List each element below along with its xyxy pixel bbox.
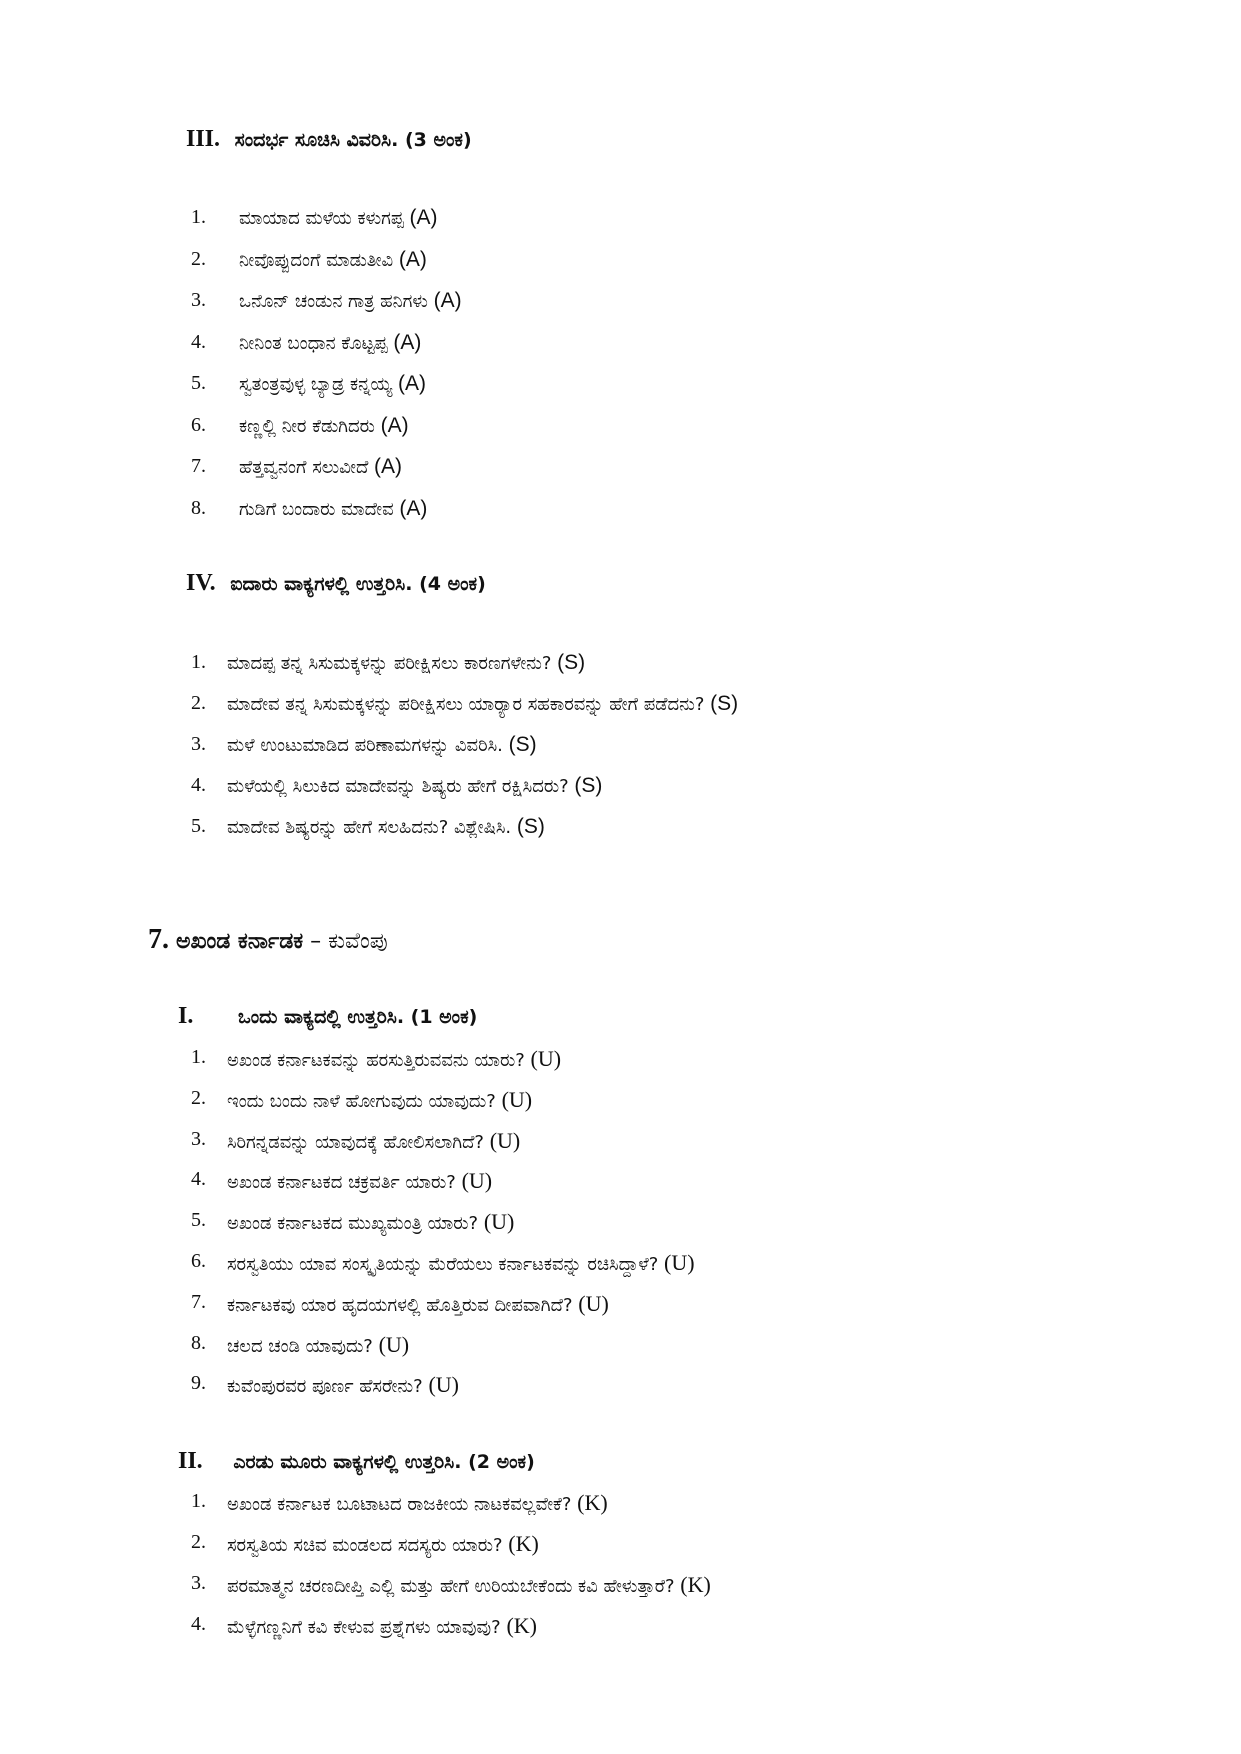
item-question xyxy=(227,651,585,675)
section-iii-number: III. xyxy=(186,126,221,152)
chapter-author: ಕುವೆಂಪು xyxy=(328,929,388,954)
item-number: 2. xyxy=(191,692,206,714)
item-text: ಅಖಂಡ ಕರ್ನಾಟಕದ ಚಕ್ರವರ್ತಿ ಯಾರು? xyxy=(227,1172,456,1194)
item-level-tag: (S) xyxy=(574,774,603,797)
item-number: 3. xyxy=(191,1127,206,1150)
item-number: 3. xyxy=(191,1572,206,1594)
section-iii-item xyxy=(191,248,1091,278)
item-level-tag: (A) xyxy=(409,206,438,229)
section-i-item xyxy=(191,1128,1091,1158)
item-number: 2. xyxy=(191,1086,206,1109)
item-question xyxy=(227,1087,532,1113)
item-level-tag: (A) xyxy=(398,372,427,395)
item-level-tag: (S) xyxy=(508,733,537,756)
section-iii-item xyxy=(191,289,1091,319)
item-number: 5. xyxy=(191,1209,206,1232)
section-i-item xyxy=(191,1372,1091,1402)
item-text: ಹೆತ್ತವ್ವನಂಗೆ ಸಲುವೀದೆ xyxy=(239,457,369,478)
item-number: 2. xyxy=(191,1531,206,1553)
item-level-tag: (U) xyxy=(664,1250,695,1275)
item-level-tag: (A) xyxy=(374,455,403,478)
item-level-tag: (K) xyxy=(508,1531,539,1556)
section-i-title: ಒಂದು ವಾಕ್ಯದಲ್ಲಿ ಉತ್ತರಿಸಿ. (1 ಅಂಕ) xyxy=(237,1006,478,1028)
item-text: ಗುಡಿಗೆ ಬಂದಾರು ಮಾದೇವ xyxy=(239,498,394,520)
item-number: 6. xyxy=(191,413,206,436)
section-iv-item xyxy=(191,651,1091,681)
section-i-item xyxy=(191,1291,1091,1321)
item-text: ಮಾದೇವ ಶಿಷ್ಯರನ್ನು ಹೇಗೆ ಸಲಹಿದನು? ವಿಶ್ಲೇಷಿಸಿ. xyxy=(227,817,512,838)
item-question xyxy=(239,372,426,396)
item-level-tag: (U) xyxy=(378,1331,410,1357)
section-i-item xyxy=(191,1332,1091,1362)
item-question xyxy=(227,774,602,798)
item-number: 4. xyxy=(191,1613,206,1635)
item-level-tag: (U) xyxy=(461,1168,493,1194)
section-ii-item xyxy=(191,1572,1091,1602)
section-iv-number: IV. xyxy=(186,570,216,596)
section-ii-item xyxy=(191,1490,1091,1520)
item-number: 8. xyxy=(191,1331,206,1354)
item-text: ಕುವೆಂಪುರವರ ಪೂರ್ಣ ಹೆಸರೇನು? xyxy=(227,1376,423,1398)
section-ii-number: II. xyxy=(178,1448,203,1474)
item-level-tag: (U) xyxy=(578,1290,609,1316)
section-iv-item xyxy=(191,733,1091,763)
section-ii-item xyxy=(191,1613,1091,1643)
section-iii-title: ಸಂದರ್ಭ ಸೂಚಿಸಿ ವಿವರಿಸಿ. (3 ಅಂಕ) xyxy=(234,129,472,151)
item-level-tag: (A) xyxy=(398,247,427,271)
item-text: ಕರ್ನಾಟಕವು ಯಾರ ಹೃದಯಗಳಲ್ಲಿ ಹೊತ್ತಿರುವ ದೀಪವಾಗಿದೆ? xyxy=(227,1294,573,1316)
item-number: 4. xyxy=(191,330,206,353)
section-iii-item xyxy=(191,497,1091,527)
section-iii-item xyxy=(191,414,1091,444)
item-number: 3. xyxy=(191,289,206,311)
item-text: ಮಾದೇವ ತನ್ನ ಸಿಸುಮಕ್ಕಳನ್ನು ಪರೀಕ್ಷಿಸಲು ಯಾರ್‍ಯಾರ ಸಹಕಾರವನ್ನು ಹೇಗೆ ಪಡೆದನು? xyxy=(227,694,705,715)
section-iv-title: ಐದಾರು ವಾಕ್ಯಗಳಲ್ಲಿ ಉತ್ತರಿಸಿ. (4 ಅಂಕ) xyxy=(230,573,486,595)
item-question xyxy=(239,497,427,521)
item-question xyxy=(227,1372,459,1398)
chapter-number: 7. xyxy=(148,924,169,955)
item-number: 1. xyxy=(191,1490,206,1512)
section-iv-item xyxy=(191,815,1091,845)
item-question xyxy=(227,692,738,716)
item-question xyxy=(239,206,437,230)
chapter-dash: – xyxy=(310,929,322,954)
section-iv-item xyxy=(191,692,1091,722)
section-i-number: I. xyxy=(178,1003,194,1029)
section-i-item xyxy=(191,1087,1091,1117)
item-question xyxy=(227,1250,695,1276)
section-i-heading xyxy=(178,1003,477,1030)
item-level-tag: (U) xyxy=(489,1127,521,1153)
item-number: 7. xyxy=(191,1290,206,1313)
item-number: 3. xyxy=(191,733,206,755)
item-level-tag: (K) xyxy=(577,1490,608,1515)
item-level-tag: (A) xyxy=(433,289,462,312)
item-level-tag: (A) xyxy=(380,413,409,437)
section-i-item xyxy=(191,1046,1091,1076)
item-text: ಇಂದು ಬಂದು ನಾಳೆ ಹೋಗುವುದು ಯಾವುದು? xyxy=(227,1090,496,1112)
item-question xyxy=(227,733,537,757)
section-iii-item xyxy=(191,331,1091,361)
item-question xyxy=(239,331,421,355)
chapter-title: ಅಖಂಡ ಕರ್ನಾಡಕ xyxy=(176,929,304,954)
item-number: 4. xyxy=(191,774,206,796)
section-iv-heading xyxy=(186,570,486,597)
item-number: 1. xyxy=(191,651,206,673)
item-question xyxy=(227,1168,492,1194)
item-question xyxy=(239,289,462,313)
item-text: ಮಳೆ ಉಂಟುಮಾಡಿದ ಪರಿಣಾಮಗಳನ್ನು ವಿವರಿಸಿ. xyxy=(227,735,503,756)
item-question xyxy=(227,1490,608,1516)
item-level-tag: (S) xyxy=(516,815,545,838)
item-number: 6. xyxy=(191,1250,206,1272)
section-ii-title: ಎರಡು ಮೂರು ವಾಕ್ಯಗಳಲ್ಲಿ ಉತ್ತರಿಸಿ. (2 ಅಂಕ) xyxy=(233,1451,535,1473)
item-question xyxy=(227,1613,537,1639)
section-ii-heading xyxy=(178,1448,535,1475)
item-level-tag: (U) xyxy=(428,1372,459,1398)
item-text: ಸ್ವತಂತ್ರವುಳ್ಳ ಬ್ಯಾಡ್ರ ಕನ್ನಯ್ಯ xyxy=(239,374,393,395)
item-number: 4. xyxy=(191,1168,206,1191)
item-level-tag: (U) xyxy=(483,1209,515,1235)
item-question xyxy=(227,1531,539,1557)
item-level-tag: (U) xyxy=(530,1046,562,1071)
chapter-heading xyxy=(148,924,388,956)
item-level-tag: (A) xyxy=(399,496,428,520)
section-iii-item xyxy=(191,206,1091,236)
item-text: ಸಿರಿಗನ್ನಡವನ್ನು ಯಾವುದಕ್ಕೆ ಹೋಲಿಸಲಾಗಿದೆ? xyxy=(227,1131,484,1153)
item-text: ನೀವೊಪ್ಪುದಂಗೆ ಮಾಡುತೀವಿ xyxy=(239,249,394,271)
section-iii-item xyxy=(191,455,1091,485)
item-question xyxy=(239,455,402,479)
item-level-tag: (K) xyxy=(506,1613,538,1638)
section-i-item xyxy=(191,1168,1091,1198)
item-level-tag: (U) xyxy=(501,1086,533,1112)
item-text: ಚಲದ ಚಂಡಿ ಯಾವುದು? xyxy=(227,1335,373,1357)
item-number: 5. xyxy=(191,815,206,837)
item-number: 2. xyxy=(191,247,206,270)
item-text: ಮೆಳ್ಳೆಗಣ್ಣನಿಗೆ ಕವಿ ಕೇಳುವ ಪ್ರಶ್ನೆಗಳು ಯಾವುವು? xyxy=(227,1617,501,1638)
section-ii-item xyxy=(191,1531,1091,1561)
item-text: ಪರಮಾತ್ಮನ ಚರಣದೀಪ್ತಿ ಎಲ್ಲಿ ಮತ್ತು ಹೇಗೆ ಉರಿಯಬೇಕೆಂದು ಕವಿ ಹೇಳುತ್ತಾರೆ? xyxy=(227,1576,675,1597)
item-number: 1. xyxy=(191,1046,206,1068)
section-i-item xyxy=(191,1250,1091,1280)
item-level-tag: (A) xyxy=(393,330,422,354)
section-i-item xyxy=(191,1209,1091,1239)
item-text: ಅಖಂಡ ಕರ್ನಾಟಕವನ್ನು ಹರಸುತ್ತಿರುವವನು ಯಾರು? xyxy=(227,1050,525,1071)
item-question xyxy=(227,1572,711,1598)
item-question xyxy=(227,1128,520,1154)
item-question xyxy=(227,815,545,839)
item-number: 9. xyxy=(191,1372,206,1395)
item-number: 8. xyxy=(191,496,206,519)
item-number: 7. xyxy=(191,455,206,477)
item-level-tag: (S) xyxy=(557,651,586,674)
item-question xyxy=(239,414,409,438)
item-level-tag: (S) xyxy=(710,692,739,715)
item-text: ಸರಸ್ವತಿಯ ಸಚಿವ ಮಂಡಲದ ಸದಸ್ಯರು ಯಾರು? xyxy=(227,1535,503,1556)
item-text: ಸರಸ್ವತಿಯು ಯಾವ ಸಂಸ್ಕೃತಿಯನ್ನು ಮೆರೆಯಲು ಕರ್ನಾಟಕವನ್ನು ರಚಿಸಿದ್ದಾಳೆ? xyxy=(227,1254,659,1275)
item-text: ಮಳೆಯಲ್ಲಿ ಸಿಲುಕಿದ ಮಾದೇವನ್ನು ಶಿಷ್ಯರು ಹೇಗೆ ರಕ್ಷಿಸಿದರು? xyxy=(227,776,569,797)
item-text: ಅಖಂಡ ಕರ್ನಾಟಕ ಬೂಟಾಟದ ರಾಜಕೀಯ ನಾಟಕವಲ್ಲವೇಕೆ? xyxy=(227,1494,572,1515)
item-number: 1. xyxy=(191,206,206,228)
item-number: 5. xyxy=(191,372,206,394)
item-question xyxy=(227,1209,514,1235)
item-text: ಕಣ್ಣಲ್ಲಿ ನೀರ ಕೆಡುಗಿದರು xyxy=(239,415,375,437)
item-text: ಒನೊನ್ ಚಂಡುನ ಗಾತ್ರ ಹನಿಗಳು xyxy=(239,291,428,312)
item-text: ಅಖಂಡ ಕರ್ನಾಟಕದ ಮುಖ್ಯಮಂತ್ರಿ ಯಾರು? xyxy=(227,1213,479,1235)
item-text: ಮಾದಪ್ಪ ತನ್ನ ಸಿಸುಮಕ್ಕಳನ್ನು ಪರೀಕ್ಷಿಸಲು ಕಾರಣಗಳೇನು? xyxy=(227,653,552,674)
item-text: ಮಾಯಾದ ಮಳೆಯ ಕಳುಗಪ್ಪ xyxy=(239,208,404,229)
item-question xyxy=(227,1046,561,1072)
section-iv-item xyxy=(191,774,1091,804)
item-question xyxy=(227,1332,409,1358)
item-question xyxy=(239,248,427,272)
item-text: ನೀನಿಂತ ಬಂಧಾನ ಕೊಟ್ಟಪ್ಪ xyxy=(239,332,388,354)
item-level-tag: (K) xyxy=(680,1572,711,1597)
section-iii-heading xyxy=(186,126,472,153)
item-question xyxy=(227,1291,609,1317)
section-iii-item xyxy=(191,372,1091,402)
